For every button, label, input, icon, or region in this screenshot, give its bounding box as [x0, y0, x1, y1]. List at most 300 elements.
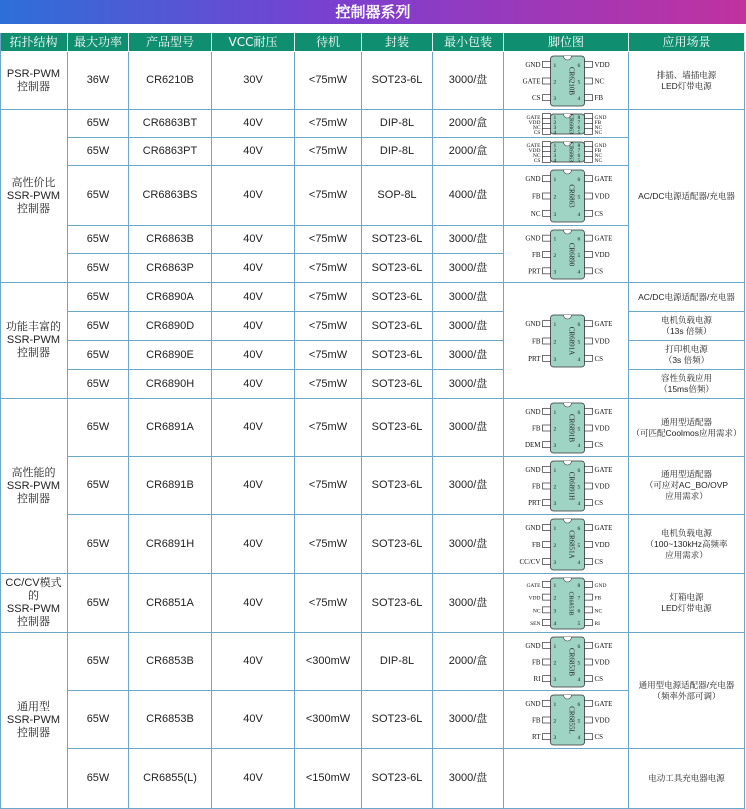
model-cell	[129, 138, 212, 166]
svg-text:6: 6	[577, 643, 581, 650]
pin-label: VDD	[594, 716, 610, 724]
standby-cell	[295, 691, 362, 749]
pin-label: GATE	[594, 174, 613, 183]
svg-text:5: 5	[577, 484, 581, 490]
moq-cell	[433, 312, 504, 341]
svg-text:8: 8	[577, 114, 581, 121]
pin-label: VDD	[594, 482, 610, 490]
pin-label: SEN	[530, 620, 541, 627]
moq-cell-text: 3000/盘	[448, 713, 488, 725]
pin-label: CS	[594, 209, 604, 218]
application-cell-text: AC/DC电源适配器/充电器	[638, 291, 735, 302]
application-cell-text: 通用型适配器 （可应对AC_BO/OVP 应用需求）	[644, 469, 729, 501]
svg-text:3: 3	[553, 500, 557, 507]
svg-text:6: 6	[577, 176, 581, 183]
moq-cell-text: 2000/盒	[448, 655, 488, 667]
vcc-cell-text: 40V	[243, 421, 263, 433]
pkg-cell-text: DIP-8L	[379, 145, 415, 157]
svg-text:2: 2	[553, 252, 557, 259]
pin-label: GND	[525, 465, 541, 474]
standby-cell-text: <75mW	[308, 117, 348, 129]
pkg-cell-text: SOT23-6L	[371, 377, 423, 390]
svg-text:6: 6	[577, 467, 581, 474]
vcc-cell	[212, 138, 295, 166]
model-cell-text: CR6890E	[146, 348, 194, 361]
model-cell-text: CR6890H	[145, 377, 195, 390]
svg-text:4: 4	[577, 356, 581, 363]
model-cell-text: CR6863BT	[142, 117, 198, 129]
pin-label: CS	[594, 498, 604, 507]
pinout-cell	[504, 749, 629, 809]
pin-label: FB	[594, 119, 602, 126]
pin-label: NC	[530, 209, 541, 218]
application-cell	[629, 574, 745, 633]
power-cell	[68, 633, 129, 691]
standby-cell-text: <75mW	[308, 145, 348, 157]
standby-cell-text: <75mW	[308, 377, 348, 390]
pin-label: GND	[525, 523, 541, 532]
pin-label: VDD	[594, 192, 610, 200]
power-cell	[68, 110, 129, 138]
chip-diagram	[506, 53, 626, 109]
svg-text:1: 1	[553, 467, 557, 474]
svg-text:3: 3	[553, 124, 557, 131]
vcc-cell-text: 40V	[243, 377, 263, 390]
moq-cell-text: 3000/盘	[448, 74, 488, 86]
pin-label: GND	[525, 319, 541, 328]
pin-label: GATE	[594, 641, 613, 650]
power-cell	[68, 370, 129, 399]
standby-cell	[295, 399, 362, 457]
moq-cell	[433, 341, 504, 370]
application-cell	[629, 515, 745, 574]
pin-label: CS	[533, 157, 541, 164]
svg-text:3: 3	[553, 734, 557, 741]
page-title: 控制器系列	[0, 0, 746, 24]
standby-cell	[295, 52, 362, 110]
chip-diagram	[506, 227, 626, 282]
pin-label: GATE	[594, 319, 613, 328]
pin-label: GATE	[594, 699, 613, 708]
pin-label: FB	[531, 540, 541, 549]
chip-label: CR6855L	[567, 705, 576, 734]
svg-text:5: 5	[577, 252, 581, 259]
svg-text:1: 1	[553, 409, 557, 416]
svg-text:3: 3	[553, 676, 557, 683]
pkg-cell-text: DIP-8L	[379, 655, 415, 667]
pkg-cell-text: SOT23-6L	[371, 479, 423, 491]
svg-text:2: 2	[553, 339, 557, 345]
model-cell-text: CR6863BS	[142, 189, 198, 201]
pkg-cell	[362, 633, 433, 691]
power-cell-text: 65W	[86, 117, 110, 129]
standby-cell-text: <75mW	[308, 537, 348, 550]
model-cell	[129, 166, 212, 226]
svg-text:3: 3	[553, 211, 557, 218]
header-0	[0, 33, 68, 52]
application-cell	[629, 633, 745, 749]
vcc-cell	[212, 633, 295, 691]
pinout-cell	[504, 138, 629, 166]
topology-cell-text: PSR-PWM 控制器	[6, 67, 61, 93]
header-3	[212, 33, 295, 52]
moq-cell	[433, 749, 504, 809]
pin-label: FB	[531, 337, 541, 345]
pinout-cell	[504, 166, 629, 226]
pin-label: GND	[525, 407, 541, 416]
pin-label: PRT	[528, 266, 541, 275]
moq-cell-text: 3000/盘	[448, 348, 488, 361]
moq-cell	[433, 110, 504, 138]
pin-label: CC/CV	[519, 557, 541, 566]
vcc-cell-text: 40V	[243, 655, 263, 667]
pinout-cell	[504, 691, 629, 749]
model-cell-text: CR6853B	[146, 655, 194, 667]
model-cell	[129, 312, 212, 341]
power-cell-text: 65W	[86, 189, 110, 201]
chip-label: CR6891H	[567, 471, 576, 500]
svg-text:4: 4	[577, 559, 581, 566]
topology-cell	[0, 283, 68, 399]
chip-diagram	[506, 458, 626, 514]
application-cell	[629, 283, 745, 312]
svg-text:4: 4	[553, 129, 557, 136]
svg-text:6: 6	[577, 607, 581, 614]
pinout-cell	[504, 457, 629, 515]
power-cell-text: 65W	[86, 348, 110, 361]
chip-diagram	[506, 167, 626, 225]
standby-cell	[295, 749, 362, 809]
model-cell-text: CR6890D	[145, 319, 195, 332]
application-cell-text: 灯箱电源 LED灯带电源	[661, 592, 712, 613]
pin-label: GATE	[594, 234, 613, 243]
svg-text:4: 4	[577, 734, 581, 741]
svg-text:2: 2	[553, 542, 557, 549]
model-cell	[129, 515, 212, 574]
pinout-cell	[504, 633, 629, 691]
power-cell	[68, 515, 129, 574]
pinout-cell	[504, 226, 629, 283]
model-cell-text: CR6863P	[146, 261, 194, 274]
header-2-text: 产品型号	[145, 34, 194, 49]
vcc-cell-text: 40V	[243, 537, 263, 550]
moq-cell-text: 3000/盘	[448, 421, 488, 433]
svg-text:5: 5	[577, 79, 581, 85]
standby-cell-text: <75mW	[308, 261, 348, 274]
pin-label: NC	[594, 124, 603, 131]
moq-cell	[433, 633, 504, 691]
pin-label: CS	[533, 129, 541, 136]
pin-label: GND	[525, 641, 541, 650]
topology-cell-text: 高性能的 SSR-PWM 控制器	[6, 466, 61, 505]
svg-text:1: 1	[553, 114, 557, 121]
pin-label: NC	[594, 152, 603, 159]
pin-label: VDD	[594, 658, 610, 666]
pin-label: PRT	[528, 354, 541, 363]
pkg-cell-text: SOT23-6L	[371, 233, 423, 245]
standby-cell-text: <75mW	[308, 74, 348, 86]
vcc-cell	[212, 457, 295, 515]
pin-label: FB	[531, 192, 541, 200]
svg-text:5: 5	[577, 194, 581, 200]
standby-cell	[295, 283, 362, 312]
model-cell	[129, 110, 212, 138]
chip-diagram	[506, 284, 626, 398]
svg-text:5: 5	[577, 542, 581, 549]
svg-text:4: 4	[577, 676, 581, 683]
application-cell	[629, 370, 745, 399]
chip-label: CR6890	[567, 242, 576, 266]
power-cell-text: 65W	[86, 772, 110, 784]
model-cell	[129, 749, 212, 809]
vcc-cell	[212, 574, 295, 633]
moq-cell	[433, 138, 504, 166]
model-cell	[129, 633, 212, 691]
pkg-cell	[362, 691, 433, 749]
application-cell	[629, 749, 745, 809]
moq-cell	[433, 52, 504, 110]
pin-label: CS	[531, 93, 541, 102]
chip-diagram	[506, 692, 626, 748]
power-cell-text: 36W	[86, 74, 110, 86]
vcc-cell	[212, 283, 295, 312]
power-cell	[68, 312, 129, 341]
pin-label: FB	[531, 658, 541, 666]
svg-text:3: 3	[553, 356, 557, 363]
model-cell-text: CR6891H	[145, 537, 195, 550]
application-cell-text: 通用型电源适配器/充电器 （频率外部可调）	[638, 679, 735, 701]
power-cell	[68, 138, 129, 166]
svg-text:3: 3	[553, 607, 557, 614]
header-3-text: VCC耐压	[228, 34, 278, 49]
model-cell-text: CR6851A	[146, 596, 194, 609]
standby-cell-text: <75mW	[308, 596, 348, 609]
chip-label: CR6853B	[567, 647, 576, 676]
svg-text:8: 8	[577, 582, 581, 589]
chip-diagram	[506, 111, 626, 137]
vcc-cell	[212, 226, 295, 254]
svg-text:8: 8	[577, 142, 581, 149]
power-cell-text: 65W	[86, 233, 110, 245]
moq-cell	[433, 254, 504, 283]
application-cell	[629, 110, 745, 283]
moq-cell-text: 3000/盘	[448, 537, 488, 550]
application-cell	[629, 52, 745, 110]
vcc-cell	[212, 399, 295, 457]
vcc-cell-text: 40V	[243, 596, 263, 609]
moq-cell-text: 3000/盘	[448, 377, 488, 390]
power-cell-text: 65W	[86, 290, 110, 303]
svg-text:5: 5	[577, 129, 581, 136]
chip-diagram	[506, 575, 626, 632]
svg-text:6: 6	[577, 152, 581, 159]
svg-text:1: 1	[553, 142, 557, 149]
power-cell-text: 65W	[86, 655, 110, 667]
svg-text:7: 7	[577, 595, 581, 602]
pinout-cell	[504, 52, 629, 110]
model-cell	[129, 691, 212, 749]
header-7	[504, 33, 629, 52]
pkg-cell-text: SOT23-6L	[371, 596, 423, 609]
pin-label: NC	[594, 129, 603, 136]
moq-cell-text: 3000/盘	[448, 261, 488, 274]
power-cell	[68, 226, 129, 254]
standby-cell-text: <75mW	[308, 479, 348, 491]
power-cell-text: 65W	[86, 145, 110, 157]
pin-label: CS	[594, 440, 604, 449]
standby-cell-text: <75mW	[308, 421, 348, 433]
model-cell-text: CR6863B	[146, 233, 194, 245]
vcc-cell	[212, 254, 295, 283]
svg-text:1: 1	[553, 643, 557, 650]
pinout-cell	[504, 110, 629, 138]
pin-label: GND	[525, 234, 541, 243]
vcc-cell-text: 40V	[243, 261, 263, 274]
svg-text:2: 2	[553, 147, 557, 154]
power-cell	[68, 691, 129, 749]
model-cell-text: CR6891B	[146, 479, 194, 491]
vcc-cell	[212, 110, 295, 138]
svg-text:5: 5	[577, 660, 581, 666]
pin-label: NC	[594, 607, 603, 614]
vcc-cell-text: 40V	[243, 479, 263, 491]
svg-text:6: 6	[577, 321, 581, 328]
pin-label: FB	[531, 716, 541, 724]
vcc-cell-text: 40V	[243, 117, 263, 129]
standby-cell	[295, 312, 362, 341]
topology-cell-text: CC/CV模式的 SSR-PWM 控制器	[5, 577, 62, 628]
svg-text:4: 4	[577, 211, 581, 218]
header-4-text: 待机	[315, 34, 340, 49]
standby-cell-text: <300mW	[305, 655, 351, 667]
header-1	[68, 33, 129, 52]
pinout-cell	[504, 574, 629, 633]
topology-cell-text: 功能丰富的 SSR-PWM 控制器	[6, 321, 61, 359]
moq-cell	[433, 283, 504, 312]
power-cell	[68, 254, 129, 283]
svg-text:1: 1	[553, 321, 557, 328]
pin-label: RT	[531, 732, 541, 741]
svg-text:6: 6	[577, 236, 581, 243]
standby-cell-text: <150mW	[305, 772, 351, 784]
chip-diagram	[506, 750, 626, 808]
svg-text:2: 2	[553, 194, 557, 200]
header-4	[295, 33, 362, 52]
header-0-text: 拓扑结构	[9, 34, 58, 49]
standby-cell	[295, 515, 362, 574]
pin-label: FB	[531, 250, 541, 259]
pkg-cell	[362, 52, 433, 110]
model-cell-text: CR6855(L)	[143, 772, 197, 784]
pin-label: GATE	[594, 465, 613, 474]
pin-label: FB	[531, 424, 541, 432]
vcc-cell-text: 30V	[243, 74, 263, 86]
svg-text:4: 4	[553, 157, 557, 164]
svg-text:1: 1	[553, 525, 557, 532]
application-cell-text: 电动工具充电器电源	[648, 773, 725, 783]
pin-label: VDD	[528, 119, 541, 126]
topology-cell-text: 通用型 SSR-PWM 控制器	[6, 701, 61, 739]
svg-text:1: 1	[553, 62, 557, 69]
power-cell	[68, 52, 129, 110]
svg-text:6: 6	[577, 124, 581, 131]
pin-label: GND	[525, 174, 541, 183]
power-cell-text: 65W	[86, 596, 110, 609]
pin-label: VDD	[594, 540, 610, 549]
vcc-cell	[212, 691, 295, 749]
vcc-cell	[212, 749, 295, 809]
moq-cell-text: 3000/盘	[448, 596, 488, 609]
pkg-cell	[362, 283, 433, 312]
svg-text:6: 6	[577, 409, 581, 416]
pkg-cell-text: SOP-8L	[377, 189, 417, 201]
model-cell-text: CR6853B	[146, 713, 194, 725]
pin-label: CS	[594, 354, 604, 363]
application-cell-text: 电机负载电源 （13s 倍频）	[660, 315, 712, 336]
pkg-cell	[362, 138, 433, 166]
vcc-cell	[212, 166, 295, 226]
pin-label: VDD	[528, 147, 541, 154]
pin-label: FB	[594, 595, 602, 602]
header-5-text: 封装	[384, 34, 409, 49]
svg-text:2: 2	[553, 595, 557, 602]
pkg-cell-text: SOT23-6L	[371, 713, 423, 725]
vcc-cell-text: 40V	[243, 233, 263, 245]
vcc-cell-text: 40V	[243, 290, 263, 303]
pkg-cell	[362, 254, 433, 283]
svg-text:6: 6	[577, 525, 581, 532]
pin-label: RI	[533, 674, 541, 683]
standby-cell	[295, 633, 362, 691]
chip-label: CR6891A	[567, 326, 576, 355]
power-cell	[68, 457, 129, 515]
pkg-cell	[362, 110, 433, 138]
svg-text:4: 4	[577, 500, 581, 507]
model-cell	[129, 457, 212, 515]
model-cell-text: CR6210B	[146, 74, 194, 86]
pin-label: NC	[594, 157, 603, 164]
pin-label: GATE	[594, 523, 613, 532]
svg-text:4: 4	[577, 268, 581, 275]
model-cell-text: CR6891A	[146, 421, 194, 433]
power-cell-text: 65W	[86, 479, 110, 491]
power-cell-text: 65W	[86, 421, 110, 433]
vcc-cell-text: 40V	[243, 772, 263, 784]
svg-text:4: 4	[577, 95, 581, 102]
pin-label: NC	[532, 124, 541, 131]
model-cell	[129, 254, 212, 283]
pkg-cell-text: SOT23-6L	[371, 348, 423, 361]
header-5	[362, 33, 433, 52]
pinout-cell	[504, 283, 629, 399]
pin-label: DEM	[524, 440, 541, 449]
pin-label: VDD	[594, 424, 610, 432]
svg-text:3: 3	[553, 152, 557, 159]
svg-text:2: 2	[553, 718, 557, 724]
topology-cell	[0, 574, 68, 633]
standby-cell	[295, 226, 362, 254]
pin-label: CS	[594, 674, 604, 683]
moq-cell	[433, 691, 504, 749]
pin-label: VDD	[594, 337, 610, 345]
pin-label: GATE	[594, 407, 613, 416]
model-cell-text: CR6890A	[146, 290, 194, 303]
model-cell-text: CR6863PT	[142, 145, 198, 157]
pin-label: VDD	[528, 595, 541, 602]
standby-cell-text: <75mW	[308, 189, 348, 201]
vcc-cell	[212, 312, 295, 341]
power-cell-text: 65W	[86, 261, 110, 274]
